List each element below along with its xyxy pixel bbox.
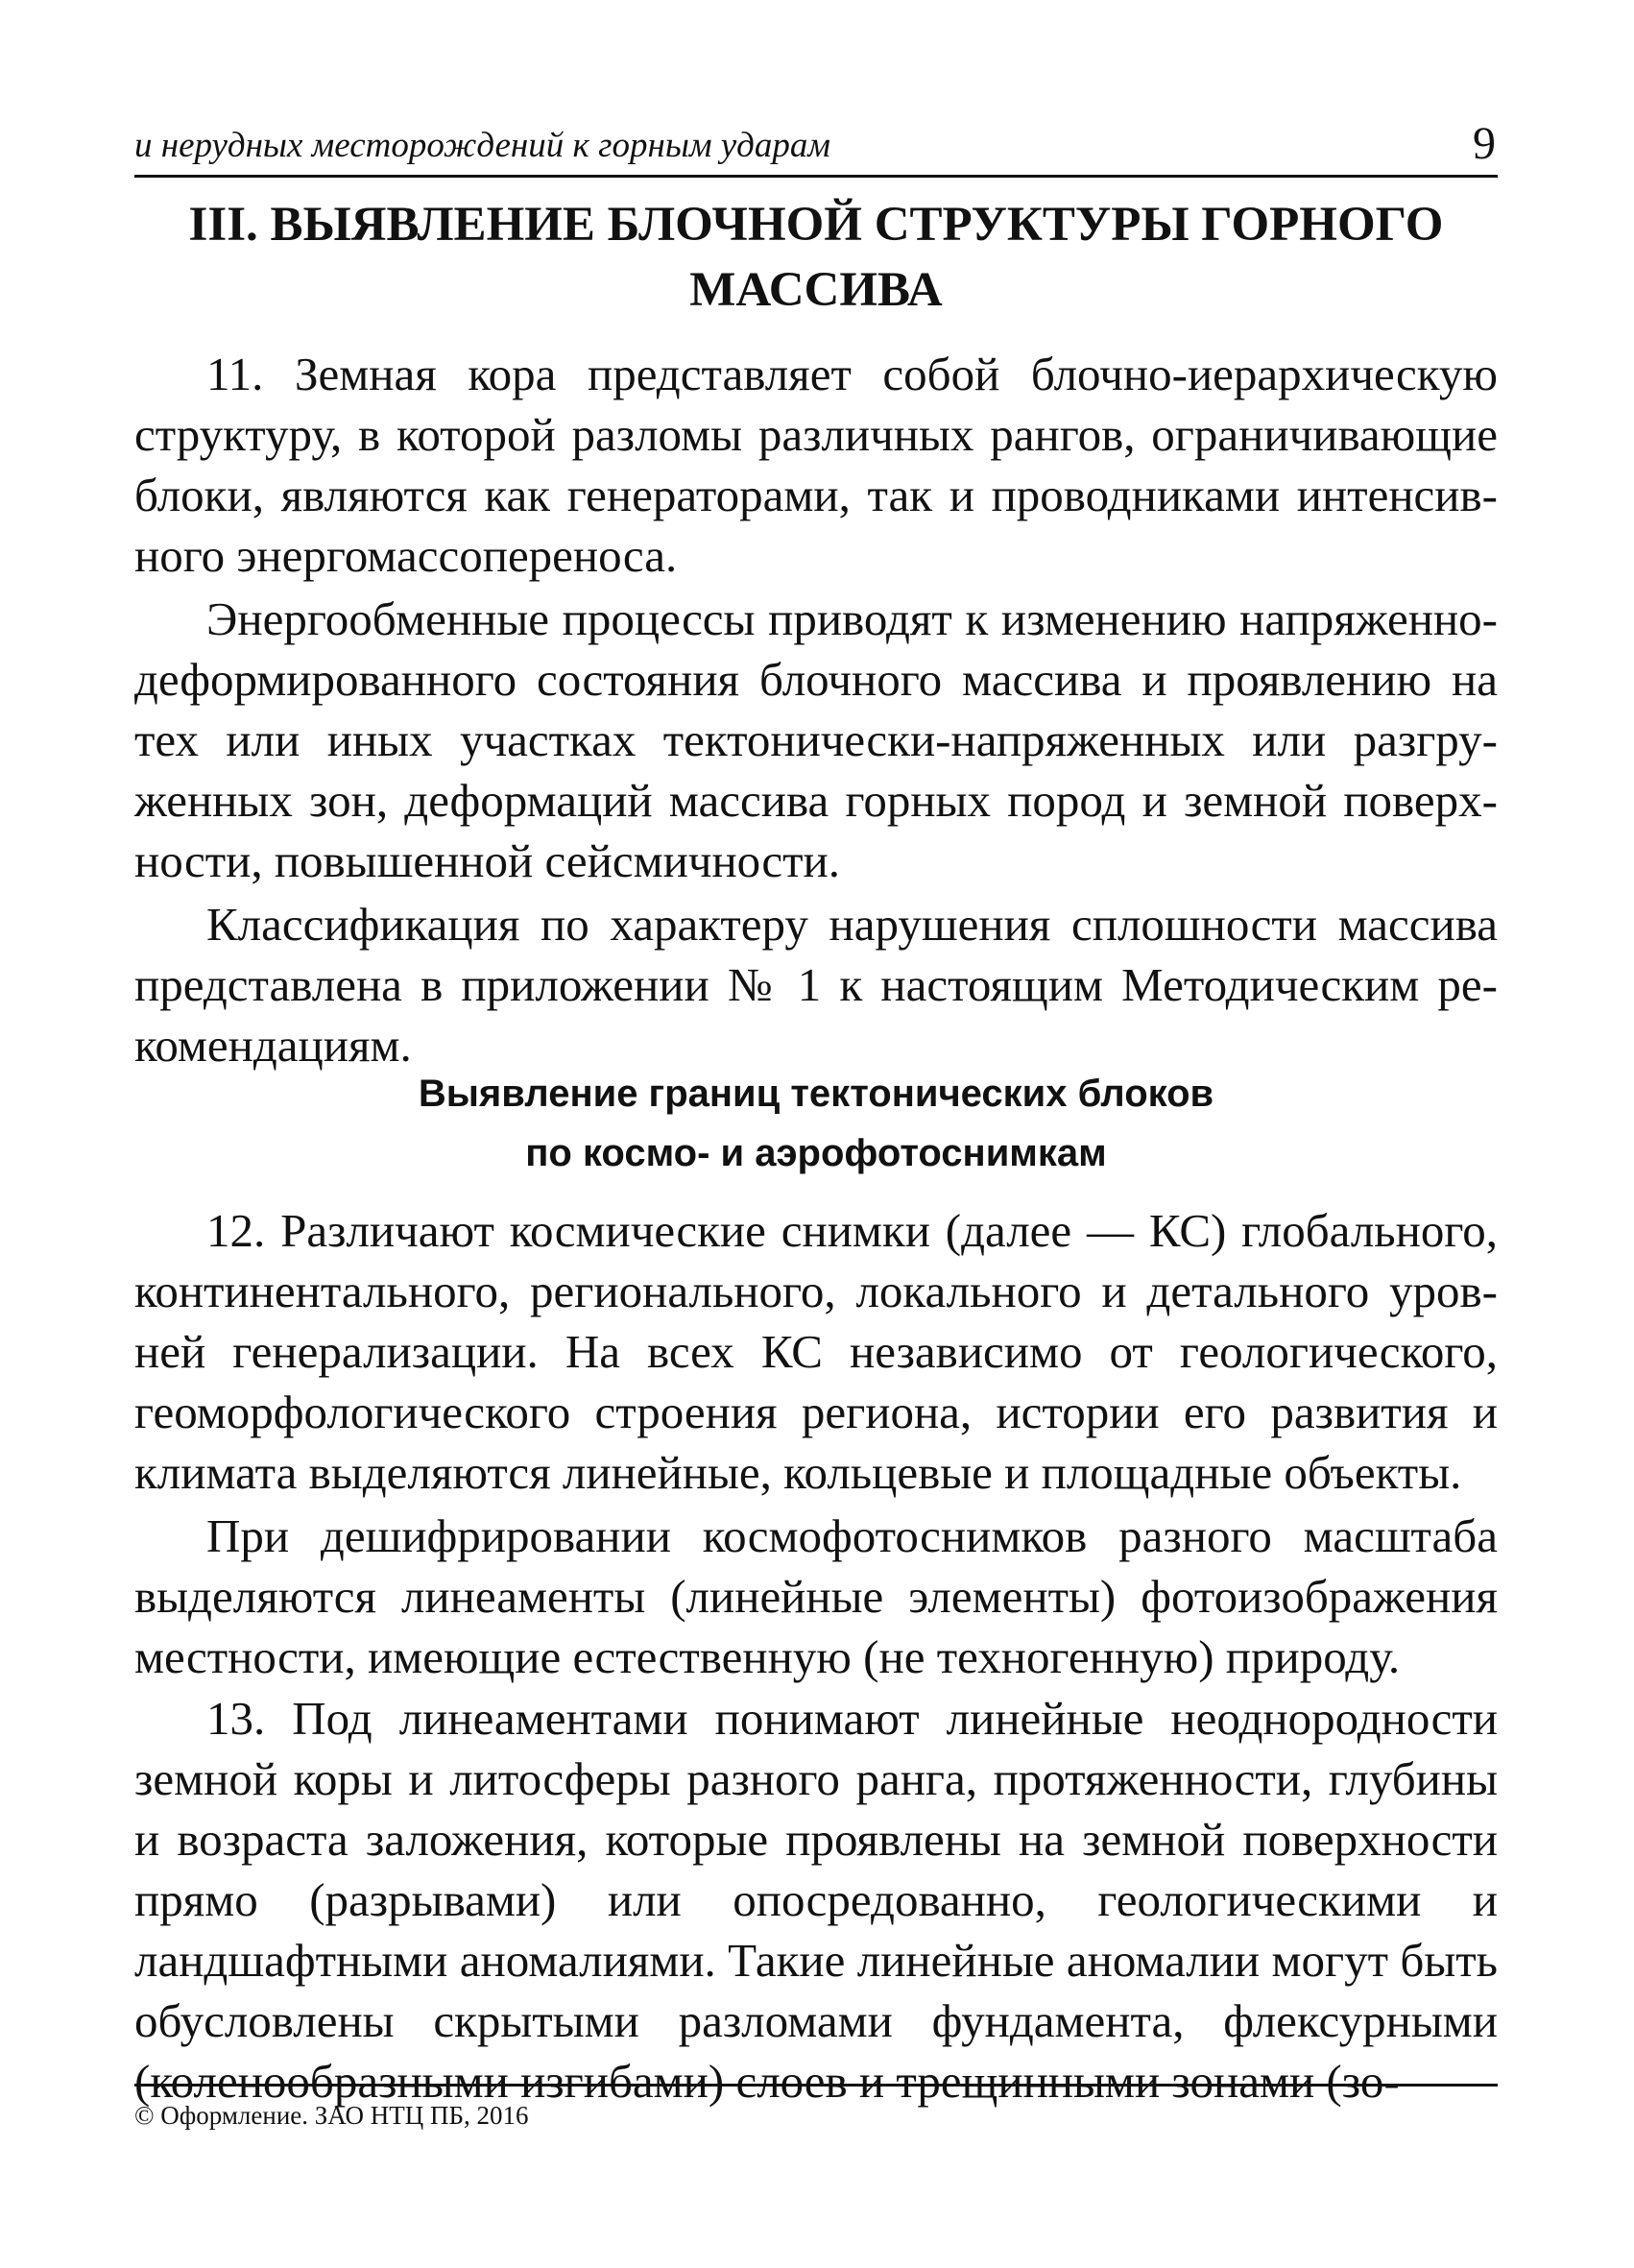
paragraph-12: 12. Различают космические снимки (далее — КС) глобального, континентального, регионального, локального и детального уровней генерализации. На всех КС независимо от геологического, геоморфологического строения региона, истории его развития и климата выделяются линейные, кольцевые и площадные объекты.: [134, 1204, 1498, 1499]
footer-copyright: © Оформление. ЗАО НТЦ ПБ, 2016: [134, 2101, 529, 2130]
running-header: [134, 118, 1498, 178]
chapter-title-line-1: III. ВЫЯВЛЕНИЕ БЛОЧНОЙ СТРУКТУРЫ ГОРНОГО: [188, 198, 1444, 252]
section-heading: [134, 1064, 1498, 1183]
footer-rule: [134, 2084, 1498, 2087]
running-title: и нерудных месторождений к горным ударам: [134, 126, 830, 165]
section-heading-line-1: Выявление границ тектонических блоков: [418, 1073, 1214, 1115]
paragraph-12-lineaments: При дешифрировании космофотоснимков разного масштаба выделяются линеаменты (линейные элементы) фотоизображения местности, имеющие естественную (не техногенную) природу.: [134, 1509, 1498, 1683]
chapter-title-line-2: МАССИВА: [689, 263, 943, 317]
paragraph-13: 13. Под линеаментами понимают линейные неоднородности земной коры и литосферы разного ранга, протяженности, глубины и возраста заложения, которые проявлены на земной поверхности прямо (разрывами) или опосредованно, геологическими и ландшафтными аномалиями. Такие линейные аномалии могут быть обусловлены скрытыми разломами фундамента, флексурными (коленообразными изгибами) слоев и трещинными зонами (зо-: [134, 1692, 1498, 2108]
chapter-title: [134, 192, 1498, 323]
paragraph-11-classification: Классификация по характеру нарушения сплошности массива представлена в приложении № 1 к настоящим Методическим рекомендациям.: [134, 898, 1498, 1072]
paragraph-11: 11. Земная кора представляет собой блочно-иерархическую структуру, в которой разломы различных рангов, ограничивающие блоки, являются как генераторами, так и проводниками интенсивного энергомассопереноса.: [134, 348, 1498, 582]
paragraph-11-energy-exchange: Энергообменные процессы приводят к изменению напряженно-деформированного состояния блочного массива и проявлению на тех или иных участках тектонически-напряженных или разгруженных зон, деформаций массива горных пород и земной поверхности, повышенной сейсмичности.: [134, 592, 1498, 887]
page-number: 9: [1473, 118, 1496, 169]
section-heading-line-2: по космо- и аэрофотоснимкам: [525, 1132, 1107, 1174]
